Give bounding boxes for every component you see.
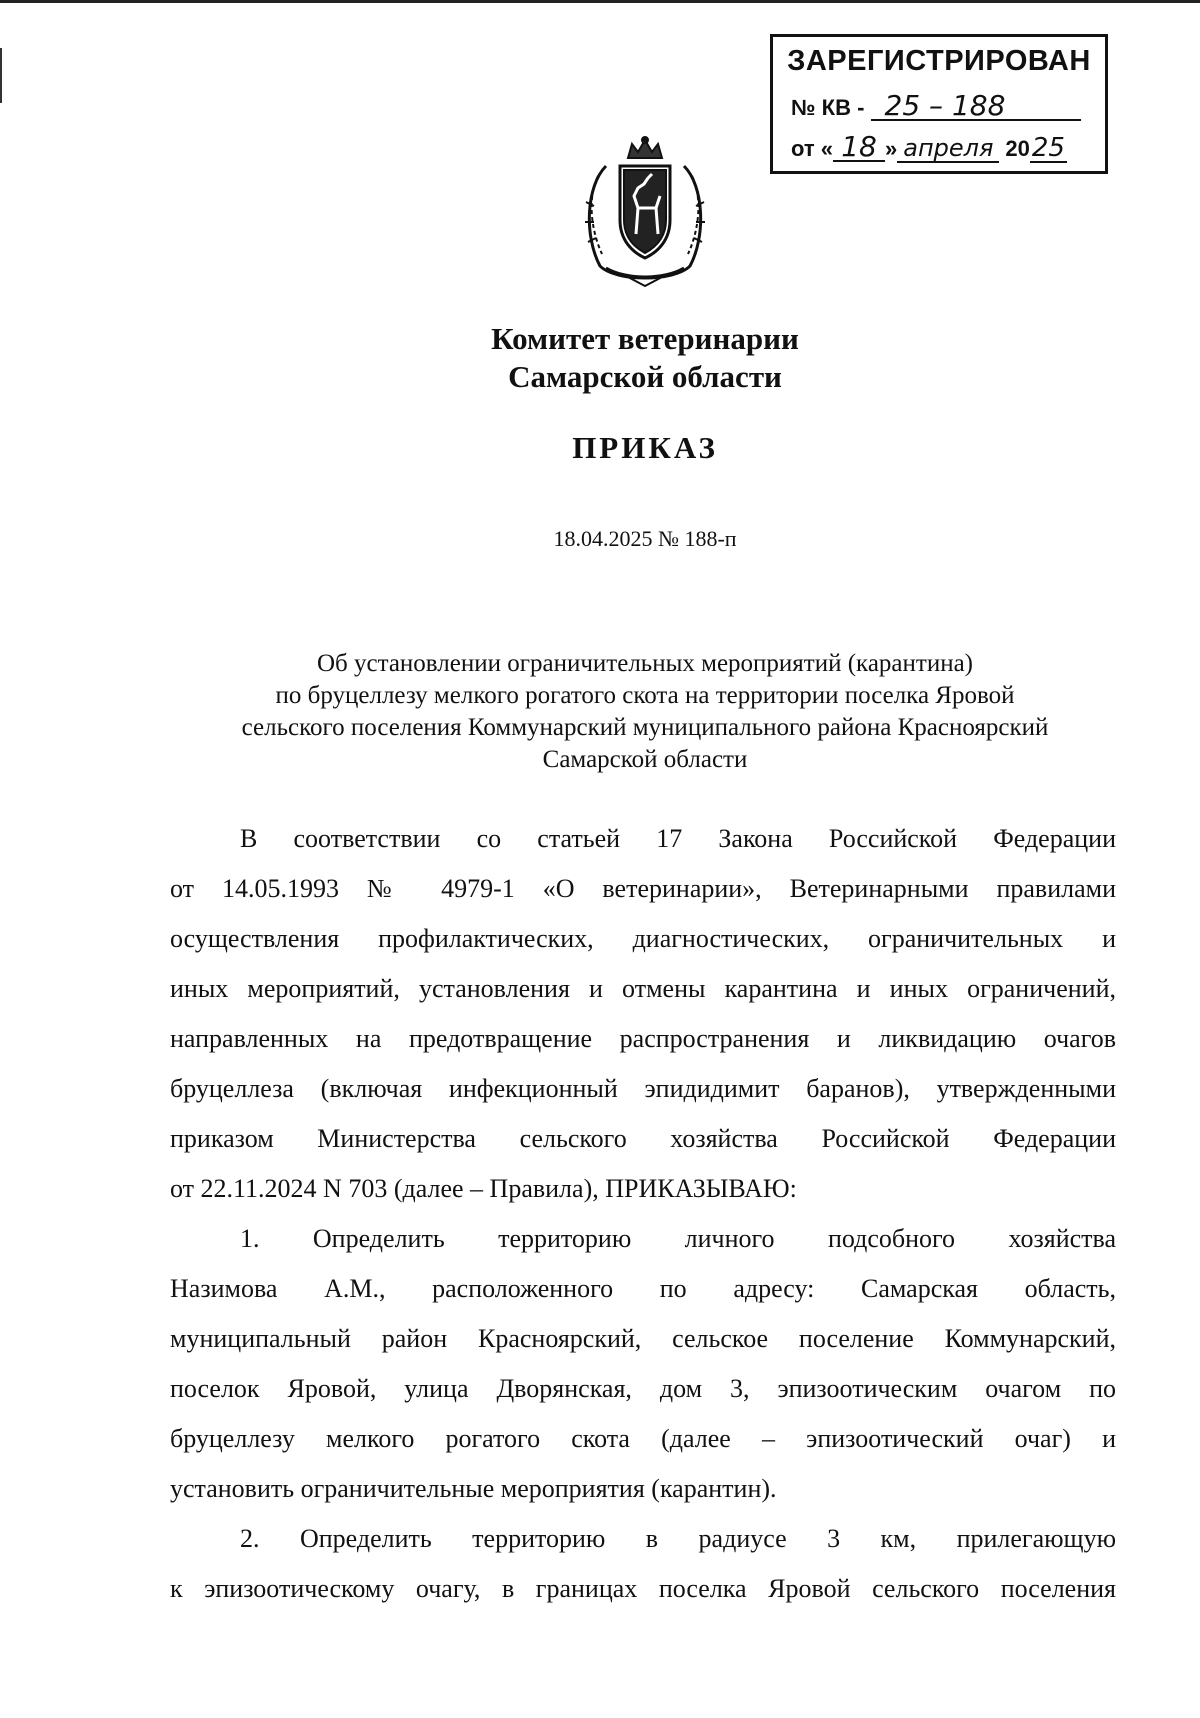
stamp-date-line <box>791 130 1067 163</box>
body-line: приказом Министерства сельского хозяйства Российской Федерации <box>170 1124 1116 1153</box>
page-edge-top <box>0 0 1200 3</box>
subject-line: по бруцеллезу мелкого рогатого скота на территории поселка Яровой <box>275 682 1015 709</box>
stamp-number-value: 25 – 188 <box>871 93 1081 121</box>
subject-line: Самарской области <box>542 746 748 773</box>
body-line: направленных на предотвращение распространения и ликвидацию очагов <box>170 1024 1116 1053</box>
order-body <box>170 814 1116 1614</box>
order-subject <box>0 648 1200 776</box>
body-line: муниципальный район Красноярский, сельское поселение Коммунарский, <box>170 1324 1116 1353</box>
subject-line: Об установлении ограничительных мероприятий (карантина) <box>316 650 974 677</box>
organization-line-2: Самарской области <box>508 359 782 394</box>
body-line: бруцеллеза (включая инфекционный эпидидимит баранов), утвержденными <box>170 1074 1116 1103</box>
stamp-number-line <box>791 89 1081 122</box>
registration-stamp <box>770 34 1108 174</box>
body-line: 2. Определить территорию в радиусе 3 км, прилегающую <box>240 1524 1116 1553</box>
body-line: Назимова А.М., расположенного по адресу: Самарская область, <box>170 1274 1116 1303</box>
document-type: ПРИКАЗ <box>572 430 718 465</box>
stamp-date-prefix: от « <box>791 136 834 161</box>
stamp-date-mid: » <box>885 136 898 161</box>
body-line: установить ограничительные мероприятия (карантин). <box>170 1474 777 1503</box>
stamp-date-day: 18 <box>833 134 885 162</box>
document-date-number: 18.04.2025 № 188-п <box>553 526 737 551</box>
stamp-date-year-printed: 20 <box>1005 136 1030 161</box>
body-line: В соответствии со статьей 17 Закона Российской Федерации <box>240 824 1116 853</box>
body-line: осуществления профилактических, диагностических, ограничительных и <box>170 924 1116 953</box>
organization-name <box>0 320 1200 396</box>
body-line: бруцеллезу мелкого рогатого скота (далее – эпизоотический очаг) и <box>170 1424 1116 1453</box>
stamp-title: ЗАРЕГИСТРИРОВАН <box>787 45 1091 77</box>
stamp-date-month: апреля <box>897 135 999 163</box>
coat-of-arms-emblem <box>576 136 714 288</box>
body-line: иных мероприятий, установления и отмены карантина и иных ограничений, <box>170 974 1116 1003</box>
body-line: от 22.11.2024 N 703 (далее – Правила), ПРИКАЗЫВАЮ: <box>170 1174 797 1203</box>
page-edge-left <box>0 48 2 103</box>
stamp-number-label: № КВ - <box>791 95 865 120</box>
organization-line-1: Комитет ветеринарии <box>491 321 799 356</box>
body-line: поселок Яровой, улица Дворянская, дом 3, эпизоотическим очагом по <box>170 1374 1116 1403</box>
stamp-date-year-hand: 25 <box>1031 133 1065 163</box>
body-line: к эпизоотическому очагу, в границах поселка Яровой сельского поселения <box>170 1574 1116 1603</box>
body-line: от 14.05.1993 № 4979-1 «О ветеринарии», Ветеринарными правилами <box>170 874 1116 903</box>
body-line: 1. Определить территорию личного подсобного хозяйства <box>240 1224 1116 1253</box>
subject-line: сельского поселения Коммунарский муниципального района Красноярский <box>241 714 1049 741</box>
